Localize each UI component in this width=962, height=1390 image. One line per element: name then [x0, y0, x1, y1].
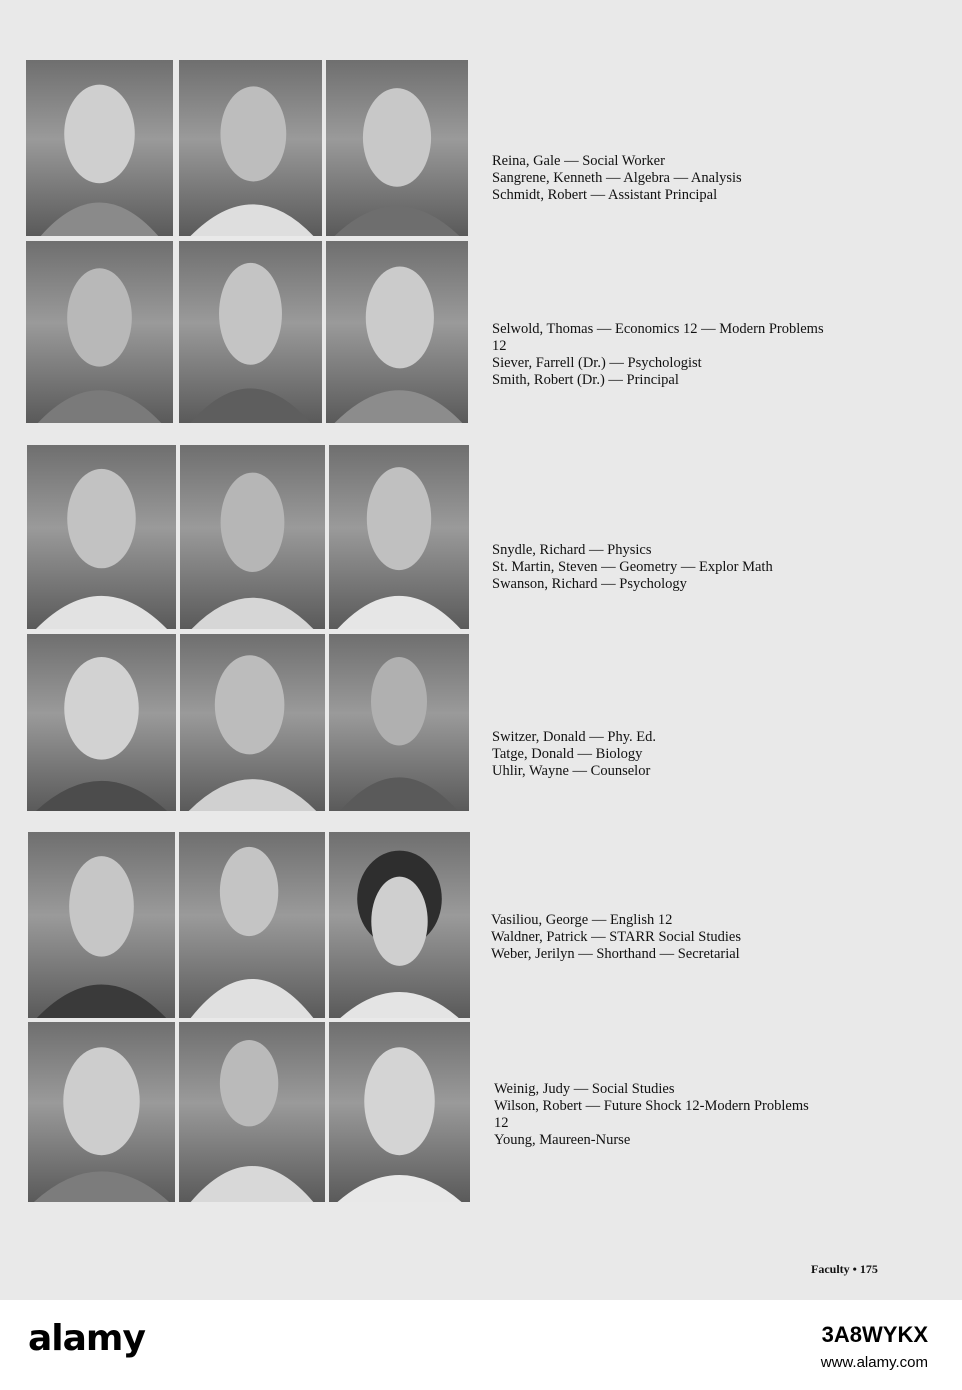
caption-line: Schmidt, Robert — Assistant Principal [492, 187, 718, 203]
caption-line: Vasiliou, George — English 12 [491, 912, 673, 928]
faculty-photo [28, 832, 175, 1018]
faculty-photo [27, 634, 176, 811]
faculty-photo [26, 241, 173, 423]
caption-line: Weinig, Judy — Social Studies [494, 1081, 675, 1097]
page-folio: Faculty • 175 [811, 1262, 878, 1276]
caption-line: Reina, Gale — Social Worker [492, 153, 665, 169]
caption-line: Waldner, Patrick — STARR Social Studies [491, 929, 742, 945]
faculty-caption [492, 153, 892, 204]
caption-line: Wilson, Robert — Future Shock 12-Modern Problems [494, 1098, 809, 1114]
faculty-photo [179, 1022, 325, 1202]
faculty-photo [27, 445, 176, 629]
caption-line: Weber, Jerilyn — Shorthand — Secretarial [491, 946, 740, 962]
faculty-photo [329, 1022, 470, 1202]
stock-info [821, 1322, 928, 1371]
faculty-photo [26, 60, 173, 236]
faculty-photo [329, 445, 469, 629]
faculty-photo [28, 1022, 175, 1202]
caption-line: 12 [494, 1115, 509, 1131]
faculty-photo [180, 445, 325, 629]
faculty-photo [329, 634, 469, 811]
caption-line: Siever, Farrell (Dr.) — Psychologist [492, 355, 702, 371]
faculty-photo [326, 60, 468, 236]
caption-line: Switzer, Donald — Phy. Ed. [492, 729, 657, 745]
caption-line: Sangrene, Kenneth — Algebra — Analysis [492, 170, 742, 186]
caption-line: Swanson, Richard — Psychology [492, 576, 687, 592]
caption-line: Smith, Robert (Dr.) — Principal [492, 372, 679, 388]
faculty-photo [179, 832, 325, 1018]
caption-line: 12 [492, 338, 507, 354]
faculty-photo [179, 241, 322, 423]
caption-line: Snydle, Richard — Physics [492, 542, 652, 558]
caption-line: Selwold, Thomas — Economics 12 — Modern Problems [492, 321, 824, 337]
stock-image-id: 3A8WYKX [821, 1322, 928, 1347]
stock-url: www.alamy.com [820, 1354, 928, 1371]
faculty-photo [180, 634, 325, 811]
faculty-photo [329, 832, 470, 1018]
faculty-caption [492, 542, 892, 593]
faculty-caption [492, 729, 892, 780]
faculty-caption [491, 912, 891, 963]
faculty-photo [326, 241, 468, 423]
faculty-caption [494, 1081, 894, 1149]
caption-line: St. Martin, Steven — Geometry — Explor Math [492, 559, 773, 575]
caption-line: Young, Maureen-Nurse [494, 1132, 631, 1148]
caption-line: Uhlir, Wayne — Counselor [492, 763, 651, 779]
faculty-caption [492, 321, 892, 389]
caption-line: Tatge, Donald — Biology [492, 746, 643, 762]
stock-logo: alamy [28, 1318, 145, 1359]
faculty-photo [179, 60, 322, 236]
